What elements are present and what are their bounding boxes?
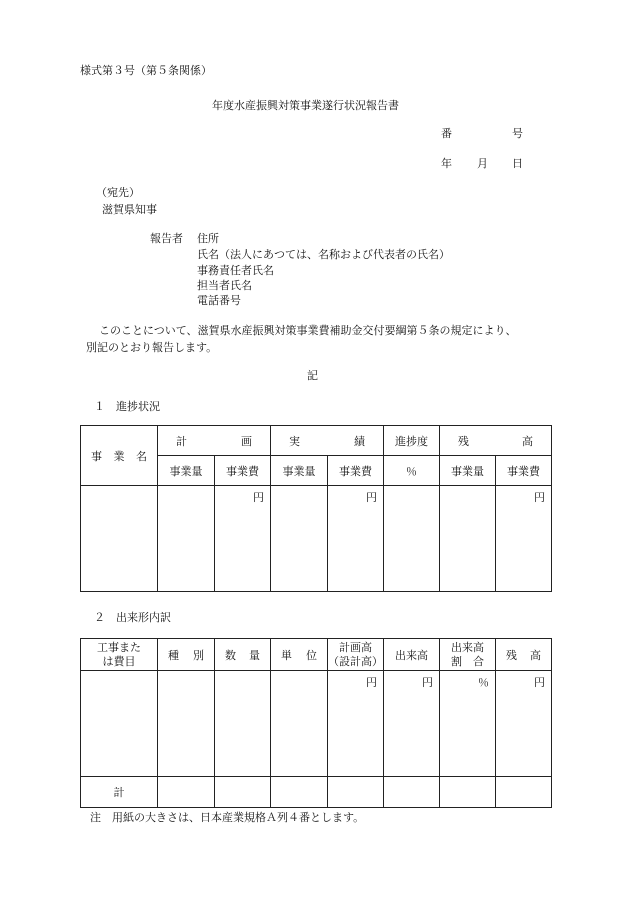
ratio-unit: ％ bbox=[440, 671, 496, 777]
body-text-line1: このことについて、滋賀県水産振興対策事業費補助金交付要綱第５条の規定により、 bbox=[99, 324, 517, 337]
reporter-responsible: 事務責任者氏名 bbox=[197, 264, 274, 277]
table-cell bbox=[271, 486, 328, 592]
plan-amount-unit: 円 bbox=[328, 671, 384, 777]
form-number: 様式第３号（第５条関係） bbox=[80, 64, 212, 77]
section1-heading: １ 進捗状況 bbox=[94, 400, 160, 413]
document-title: 年度水産振興対策事業遂行状況報告書 bbox=[212, 99, 399, 112]
number-label: 番 bbox=[441, 127, 452, 140]
table-cell bbox=[271, 671, 328, 777]
header-dekidaka: 出来高 bbox=[384, 639, 440, 671]
reporter-contact-person: 担当者氏名 bbox=[197, 279, 252, 292]
header-plan-qty: 事業量 bbox=[158, 456, 215, 486]
header-dekidaka-ratio: 出来高 割 合 bbox=[440, 639, 496, 671]
header-shubetsu: 種 別 bbox=[158, 639, 215, 671]
plan-cost-unit: 円 bbox=[215, 486, 271, 592]
table-cell bbox=[384, 777, 440, 808]
reporter-label: 報告者 bbox=[150, 232, 183, 245]
header-keikakudaka: 計画高 （設計高） bbox=[328, 639, 384, 671]
ki-marker: 記 bbox=[307, 369, 318, 382]
header-suryo: 数 量 bbox=[215, 639, 271, 671]
header-keikaku: 計 画 bbox=[158, 426, 271, 456]
section2-heading: ２ 出来形内訳 bbox=[94, 611, 171, 624]
remain-unit: 円 bbox=[496, 671, 552, 777]
date-year: 年 bbox=[441, 157, 452, 170]
table-cell bbox=[81, 671, 158, 777]
header-jisseki: 実 績 bbox=[271, 426, 384, 456]
table-cell bbox=[496, 777, 552, 808]
header-remain-cost: 事業費 bbox=[496, 456, 552, 486]
table-cell bbox=[158, 486, 215, 592]
date-month: 月 bbox=[477, 157, 488, 170]
table-cell bbox=[158, 671, 215, 777]
header-zandaka: 残 高 bbox=[440, 426, 552, 456]
addressee-label: （宛先） bbox=[96, 186, 140, 199]
header-kouji: 工事また は費目 bbox=[81, 639, 158, 671]
table-cell bbox=[440, 777, 496, 808]
reporter-phone: 電話番号 bbox=[197, 294, 241, 307]
table-cell bbox=[81, 486, 158, 592]
header-shinchoku: 進捗度 bbox=[384, 426, 440, 456]
table-cell bbox=[215, 671, 271, 777]
header-jigyo-name: 事 業 名 bbox=[81, 426, 158, 486]
header-tani: 単 位 bbox=[271, 639, 328, 671]
table-cell bbox=[440, 486, 496, 592]
reporter-name: 氏名（法人にあつては、名称および代表者の氏名） bbox=[197, 248, 450, 261]
reporter-address: 住所 bbox=[197, 232, 219, 245]
header-plan-cost: 事業費 bbox=[215, 456, 271, 486]
header-actual-qty: 事業量 bbox=[271, 456, 328, 486]
addressee-name: 滋賀県知事 bbox=[102, 203, 157, 216]
footnote: 注 用紙の大きさは、日本産業規格Ａ列４番とします。 bbox=[90, 811, 365, 824]
body-text-line2: 別記のとおり報告します。 bbox=[86, 341, 218, 354]
header-remain-qty: 事業量 bbox=[440, 456, 496, 486]
table-cell bbox=[271, 777, 328, 808]
total-label: 計 bbox=[81, 777, 158, 808]
breakdown-table bbox=[80, 638, 552, 808]
remain-cost-unit: 円 bbox=[496, 486, 552, 592]
header-actual-cost: 事業費 bbox=[328, 456, 384, 486]
table-cell bbox=[158, 777, 215, 808]
date-day: 日 bbox=[512, 157, 523, 170]
actual-cost-unit: 円 bbox=[328, 486, 384, 592]
table-cell bbox=[328, 777, 384, 808]
dekidaka-unit: 円 bbox=[384, 671, 440, 777]
header-percent: ％ bbox=[384, 456, 440, 486]
table-cell bbox=[215, 777, 271, 808]
table-cell bbox=[384, 486, 440, 592]
progress-table bbox=[80, 425, 552, 592]
number-suffix: 号 bbox=[512, 127, 523, 140]
header-zandaka2: 残 高 bbox=[496, 639, 552, 671]
